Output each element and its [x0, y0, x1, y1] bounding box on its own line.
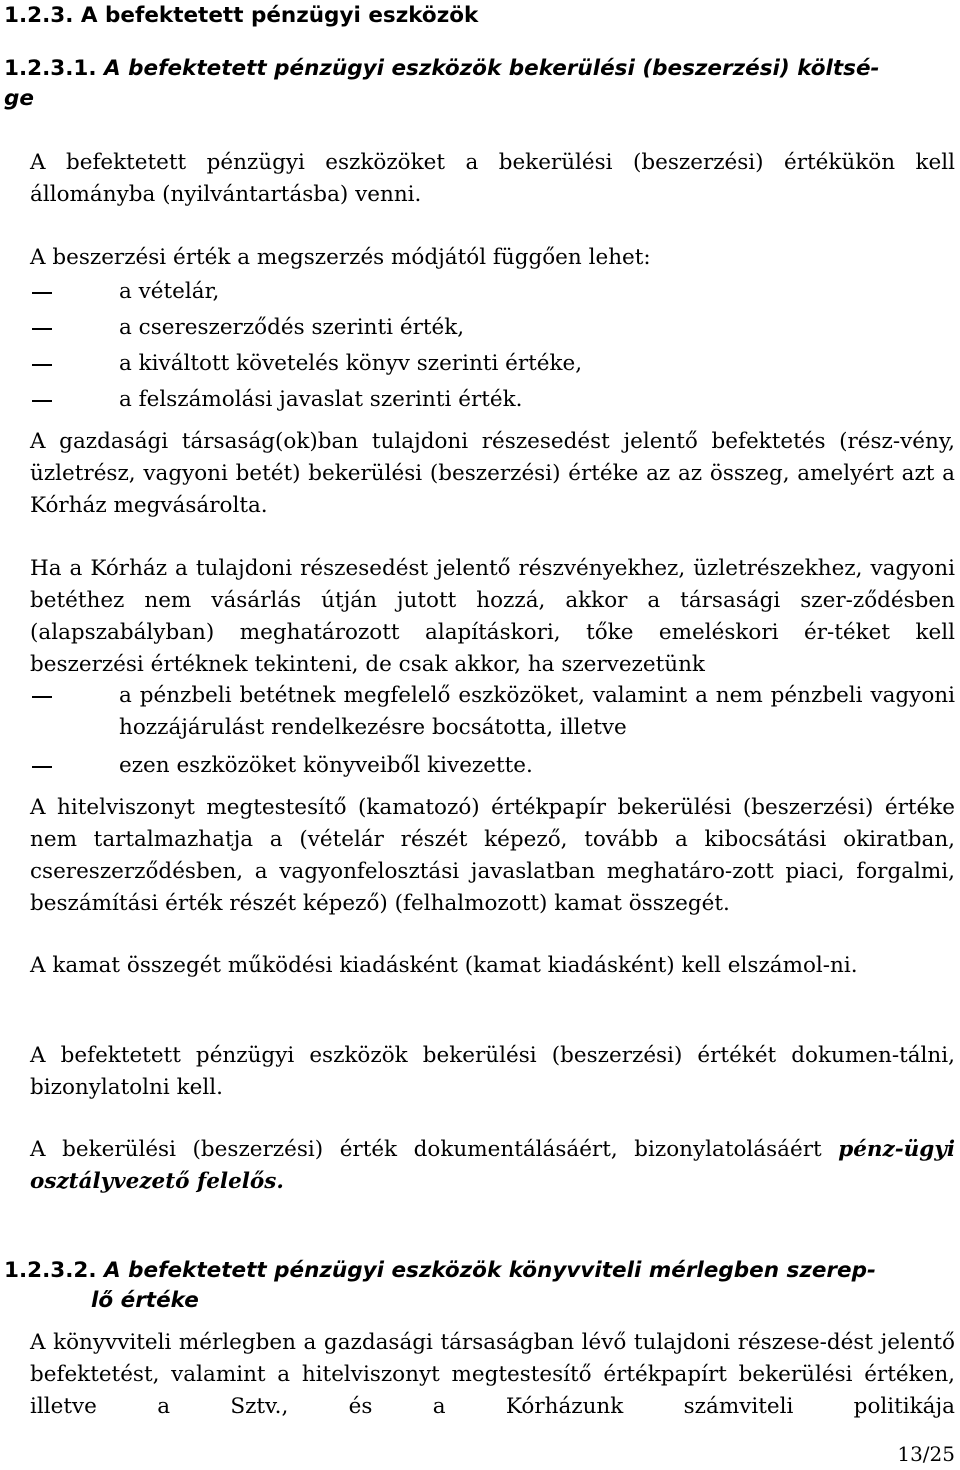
subsection-title-line2: ge — [4, 86, 34, 111]
paragraph-5: A hitelviszonyt megtestesítő (kamatozó) értékpapír bekerülési (beszerzési) értéke nem tartalmazhatja a (vételár részét képező, tovább a kibocsátási okiratban, csereszerződésben, a vagyonfelosztási javaslatban meghatáro-zott piaci, forgalmi, beszámítási érték részét képező) (felhalmozott) kamat összegét. — [30, 795, 955, 916]
subsection-heading-2 — [4, 1256, 944, 1316]
paragraph-2-intro: A beszerzési érték a megszerzés módjától függően lehet: — [30, 245, 651, 270]
paragraph-6: A kamat összegét működési kiadásként (kamat kiadásként) kell elszámol-ni. — [30, 953, 858, 978]
paragraph-4: Ha a Kórház a tulajdoni részesedést jelentő részvényekhez, üzletrészekhez, vagyoni betéthez nem vásárlás útján jutott hozzá, akkor a társasági szer-ződésben (alapszabályban) meghatározott alapításkori, tőke emeléskori ér-téket kell beszerzési értéknek tekinteni, de csak akkor, ha szervezetünk — [30, 556, 955, 677]
subsection-heading-1 — [4, 54, 944, 114]
subsection-title-line2: lő értéke — [91, 1288, 199, 1313]
paragraph-7: A befektetett pénzügyi eszközök bekerülési (beszerzési) értékét dokumen-tálni, bizonylatolni kell. — [30, 1043, 955, 1100]
subsection-title-line1: A befektetett pénzügyi eszközök bekerülési (beszerzési) költsé- — [104, 56, 880, 81]
subsection-title-line1: A befektetett pénzügyi eszközök könyvviteli mérlegben szerep- — [104, 1258, 876, 1283]
subsection-number: 1.2.3.1. — [4, 56, 97, 81]
subsection-number: 1.2.3.2. — [4, 1258, 97, 1283]
section-heading: 1.2.3. A befektetett pénzügyi eszközök — [4, 3, 479, 28]
paragraph-9: A könyvviteli mérlegben a gazdasági társaságban lévő tulajdoni részese-dést jelentő befektetést, valamint a hitelviszonyt megtestesítő értékpapírt bekerülési értéken, illetve a Sztv., és a Kórházunk számviteli politikája — [30, 1330, 955, 1419]
responsible-person: pénz-ügyi osztályvezető felelős. — [30, 1137, 955, 1194]
paragraph-8: A bekerülési (beszerzési) érték dokumentálásáért, bizonylatolásáért pénz-ügyi osztályvezető felelős. — [30, 1137, 955, 1194]
paragraph-3: A gazdasági társaság(ok)ban tulajdoni részesedést jelentő befektetés (rész-vény, üzletrész, vagyoni betét) bekerülési (beszerzési) értéke az az összeg, amelyért azt a Kórház megvásárolta. — [30, 429, 955, 518]
page-number: 13/25 — [897, 1442, 955, 1466]
paragraph-1: A befektetett pénzügyi eszközöket a bekerülési (beszerzési) értékükön kell állományba (nyilvántartásba) venni. — [30, 150, 955, 207]
